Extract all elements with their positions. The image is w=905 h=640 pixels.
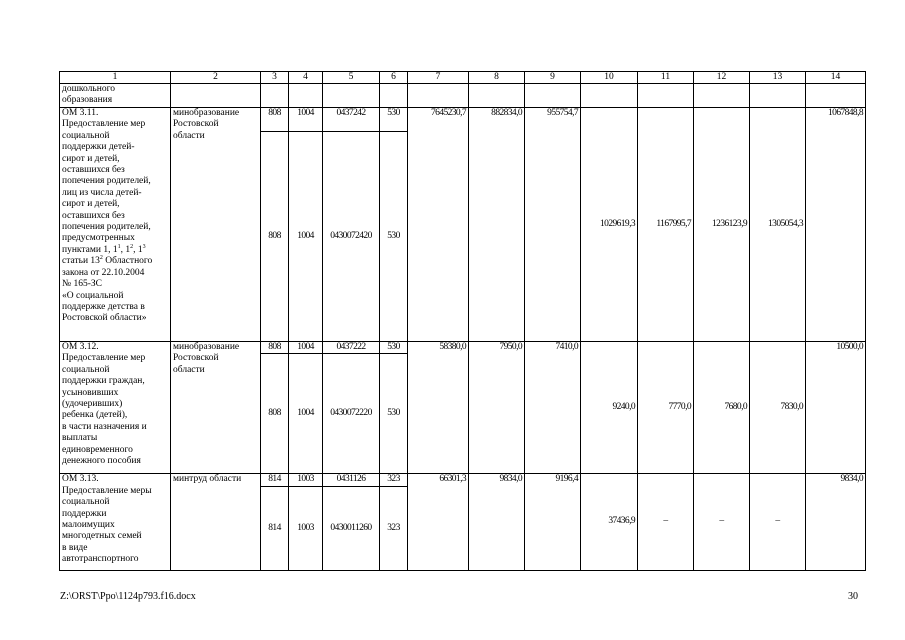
table-cell: 814 — [261, 474, 289, 486]
executor: минобразование Ростовской области — [171, 342, 261, 474]
desc-line: «О социальной — [62, 290, 124, 301]
table-cell: 1305054,3 — [750, 108, 806, 342]
desc-line: в виде — [62, 542, 88, 553]
table-cell: 530 — [380, 132, 408, 342]
desc-line: сирот и детей, — [62, 153, 120, 164]
desc-line: оставшихся без — [62, 210, 125, 221]
table-cell: 58380,0 — [408, 342, 469, 474]
desc-line: социальной — [62, 497, 110, 508]
table-cell: 323 — [380, 486, 408, 570]
desc-line: оставшихся без — [62, 165, 125, 176]
col-header: 3 — [261, 72, 289, 84]
page-number: 30 — [848, 591, 858, 602]
col-header: 9 — [525, 72, 581, 84]
table-cell: 0437242 — [323, 108, 380, 132]
table-cell: 808 — [261, 108, 289, 132]
col-header: 4 — [289, 72, 323, 84]
desc-line: социальной — [62, 130, 110, 141]
table-cell: 0431126 — [323, 474, 380, 486]
table-cell: 1004 — [289, 108, 323, 132]
col-header: 10 — [581, 72, 638, 84]
table-cell: 7680,0 — [694, 342, 750, 474]
desc-line: предусмотренных — [62, 233, 135, 244]
table-cell: 1004 — [289, 354, 323, 474]
table-cell: 37436,9 — [581, 474, 638, 570]
table-cell: 1003 — [289, 486, 323, 570]
table-cell: 7830,0 — [750, 342, 806, 474]
desc-line: поддержки детей- — [62, 142, 135, 153]
table-cell: 9834,0 — [806, 474, 866, 570]
table-cell: 66301,3 — [408, 474, 469, 570]
measure-code: ОМ 3.11. — [62, 108, 99, 118]
table-row — [60, 342, 866, 354]
table-cell: 1236123,9 — [694, 108, 750, 342]
table-cell: 1004 — [289, 342, 323, 354]
desc-line: попечения родителей, — [62, 176, 151, 187]
col-header: 2 — [171, 72, 261, 84]
col-header: 6 — [380, 72, 408, 84]
table-cell: 9834,0 — [469, 474, 525, 570]
table-cell: 323 — [380, 474, 408, 486]
measure-description — [60, 474, 171, 570]
desc-line: Предоставление мер — [62, 353, 146, 364]
table-cell: 7645230,7 — [408, 108, 469, 342]
footer-filename: Z:\ORST\Ppo\1124p793.f16.docx — [60, 591, 196, 602]
table-row — [60, 108, 866, 132]
table-cell: – — [638, 474, 694, 570]
table-cell: 0430011260 — [323, 486, 380, 570]
col-header: 14 — [806, 72, 866, 84]
desc-line: лиц из числа детей- — [62, 187, 142, 198]
measure-code: ОМ 3.13. — [62, 474, 99, 485]
table-cell: 1004 — [289, 132, 323, 342]
col-header: 7 — [408, 72, 469, 84]
desc-line: закона от 22.10.2004 — [62, 267, 145, 278]
table-cell: 0430072220 — [323, 354, 380, 474]
table-cell: 808 — [261, 354, 289, 474]
measure-description — [60, 84, 171, 108]
desc-line: поддержки — [62, 508, 107, 519]
desc-line: Ростовской области» — [62, 313, 147, 324]
desc-line: № 165-ЗС — [62, 279, 102, 290]
table-cell: 530 — [380, 108, 408, 132]
desc-line: выплаты — [62, 433, 98, 444]
table-cell: 7770,0 — [638, 342, 694, 474]
measure-description — [60, 342, 171, 474]
desc-line: усыновивших — [62, 387, 119, 398]
table-cell: 7410,0 — [525, 342, 581, 474]
table-cell: 10500,0 — [806, 342, 866, 474]
table-cell: 955754,7 — [525, 108, 581, 342]
col-header: 12 — [694, 72, 750, 84]
measure-description — [60, 108, 171, 342]
table-cell: 814 — [261, 486, 289, 570]
table-cell: 1003 — [289, 474, 323, 486]
executor: минтруд области — [171, 474, 261, 570]
table-cell: 9240,0 — [581, 342, 638, 474]
col-header: 1 — [60, 72, 171, 84]
table-cell: 0437222 — [323, 342, 380, 354]
desc-line: денежного пособия — [62, 456, 141, 467]
desc-line: ребенка (детей), — [62, 410, 128, 421]
desc-line: единовременного — [62, 444, 133, 455]
table-cell: 530 — [380, 354, 408, 474]
continuation-row — [60, 84, 866, 108]
desc-line: в части назначения и — [62, 421, 147, 432]
table-cell: 1029619,3 — [581, 108, 638, 342]
table-cell: 0430072420 — [323, 132, 380, 342]
table-cell: 1067848,8 — [806, 108, 866, 342]
table-row — [60, 474, 866, 486]
col-header: 11 — [638, 72, 694, 84]
desc-line: дошкольного — [62, 84, 115, 94]
desc-line: поддержке детства в — [62, 301, 145, 312]
table-cell: – — [750, 474, 806, 570]
desc-line: поддержки граждан, — [62, 376, 145, 387]
col-header: 5 — [323, 72, 380, 84]
table-cell: 9196,4 — [525, 474, 581, 570]
table-cell: 7950,0 — [469, 342, 525, 474]
desc-line: сирот и детей, — [62, 199, 120, 210]
desc-line: пунктами 1, $1^1$, $1^2$, $1^3$ — [62, 243, 146, 255]
table-cell: 808 — [261, 132, 289, 342]
table-cell: 1167995,7 — [638, 108, 694, 342]
measure-code: ОМ 3.12. — [62, 342, 99, 352]
desc-line: образования — [62, 95, 113, 106]
desc-line: многодетных семей — [62, 531, 142, 542]
desc-line: статьи $13^2$ Областного — [62, 255, 153, 267]
table-cell: 808 — [261, 342, 289, 354]
executor: минобразование Ростовской области — [171, 108, 261, 342]
table-cell: – — [694, 474, 750, 570]
desc-line: Предоставление мер — [62, 119, 146, 130]
desc-line: (удочеривших) — [62, 399, 123, 410]
col-header: 13 — [750, 72, 806, 84]
desc-line: автотранспортного — [62, 554, 139, 565]
desc-line: социальной — [62, 364, 110, 375]
table-cell: 530 — [380, 342, 408, 354]
desc-line: попечения родителей, — [62, 222, 151, 233]
col-header: 8 — [469, 72, 525, 84]
budget-table — [59, 71, 866, 571]
desc-line: малоимущих — [62, 520, 115, 531]
desc-line: Предоставление меры — [62, 485, 152, 496]
table-cell: 882834,0 — [469, 108, 525, 342]
header-row — [60, 72, 866, 84]
